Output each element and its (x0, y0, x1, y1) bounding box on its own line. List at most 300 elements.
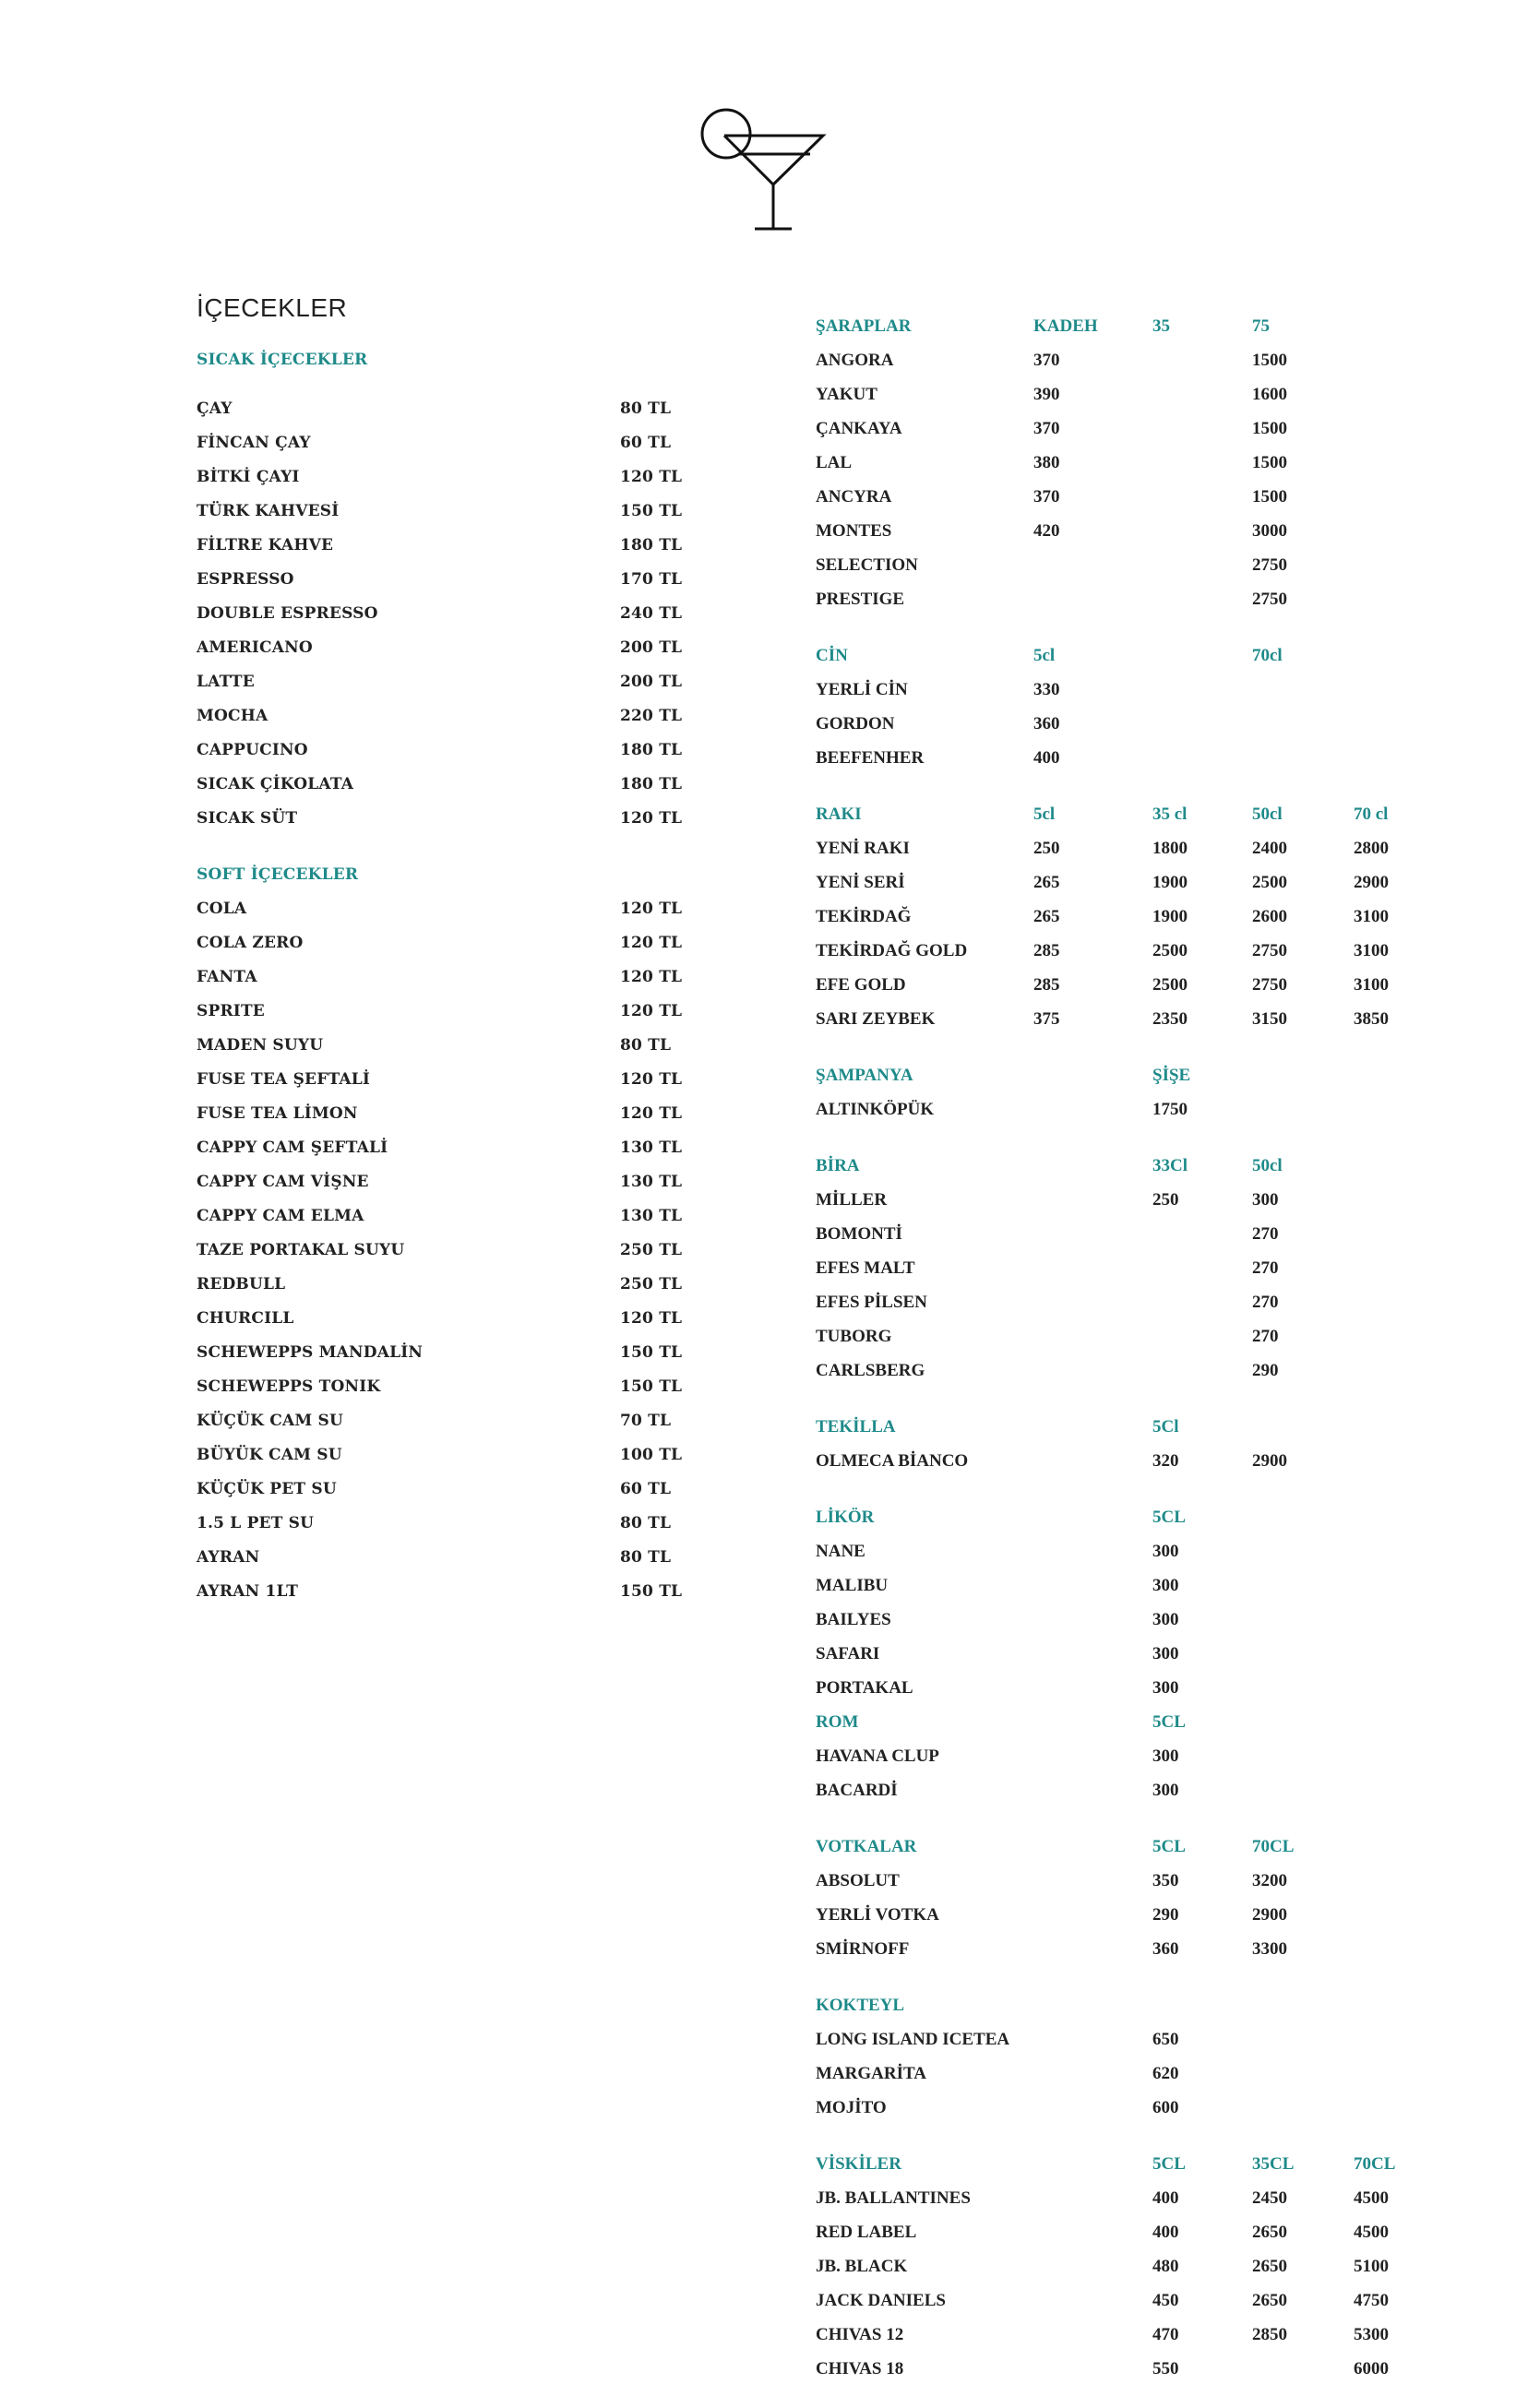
item-price: 130 TL (620, 1138, 683, 1157)
menu-item (197, 1370, 713, 1404)
section-title: RAKI (816, 805, 862, 824)
item-price: 400 (1152, 2223, 1179, 2242)
menu-item (197, 1507, 713, 1541)
menu-item (816, 2318, 1480, 2352)
menu-item (816, 548, 1480, 582)
item-price: 200 TL (620, 638, 683, 657)
menu-item (197, 597, 713, 631)
item-price: 200 TL (620, 673, 683, 691)
section-title: ŞAMPANYA (816, 1066, 913, 1085)
item-price: 1500 (1252, 453, 1287, 472)
item-price: 5100 (1354, 2257, 1389, 2276)
item-price: 3100 (1354, 975, 1389, 995)
menu-item (816, 1444, 1480, 1478)
item-price: 370 (1033, 419, 1060, 438)
item-price: 80 TL (620, 1036, 672, 1055)
item-name: ÇANKAYA (816, 419, 902, 438)
menu-item (197, 1575, 713, 1609)
item-name: SICAK ÇİKOLATA (197, 775, 354, 793)
menu-item (197, 1029, 713, 1063)
menu-item (197, 1199, 713, 1234)
menu-section (197, 858, 713, 1609)
menu-item (816, 673, 1480, 707)
menu-item (816, 1319, 1480, 1353)
item-price: 380 (1033, 453, 1060, 472)
item-name: ESPRESSO (197, 570, 294, 589)
item-price: 265 (1033, 907, 1060, 926)
item-name: MOCHA (197, 707, 269, 725)
item-name: CAPPY CAM ŞEFTALİ (197, 1138, 388, 1157)
item-price: 620 (1152, 2064, 1179, 2083)
menu-item (816, 411, 1480, 446)
item-price: 285 (1033, 941, 1060, 960)
item-name: FANTA (197, 968, 257, 986)
size-column-header: 75 (1252, 316, 1270, 336)
cocktail-glass-icon (687, 103, 835, 237)
menu-item (197, 960, 713, 995)
item-name: YENİ RAKI (816, 839, 910, 858)
item-price: 250 TL (620, 1241, 683, 1259)
item-price: 300 (1152, 1576, 1179, 1595)
menu-item (197, 563, 713, 597)
menu-item (816, 377, 1480, 411)
menu-item (197, 665, 713, 699)
menu-item (816, 2022, 1480, 2056)
item-name: SCHEWEPPS TONIK (197, 1377, 381, 1396)
menu-section (816, 638, 1480, 775)
item-name: LATTE (197, 673, 255, 691)
menu-item (197, 1234, 713, 1268)
menu-item (197, 631, 713, 665)
menu-section (816, 2147, 1480, 2386)
menu-item (816, 2249, 1480, 2283)
item-price: 1600 (1252, 385, 1287, 404)
menu-item (197, 926, 713, 960)
size-column-header: 33Cl (1152, 1156, 1188, 1175)
item-price: 80 TL (620, 399, 672, 418)
item-price: 285 (1033, 975, 1060, 995)
menu-item (816, 2215, 1480, 2249)
item-name: YERLİ VOTKA (816, 1905, 939, 1925)
menu-item (816, 741, 1480, 775)
item-name: SCHEWEPPS MANDALİN (197, 1343, 424, 1362)
item-name: COLA (197, 900, 247, 918)
item-name: CAPPUCINO (197, 741, 308, 759)
item-price: 1500 (1252, 487, 1287, 507)
menu-item (197, 1131, 713, 1165)
item-price: 3000 (1252, 521, 1287, 541)
item-price: 1800 (1152, 839, 1188, 858)
item-name: GORDON (816, 714, 895, 733)
menu-item (197, 495, 713, 529)
menu-item (816, 480, 1480, 514)
item-name: 1.5 L PET SU (197, 1514, 315, 1532)
item-name: JB. BLACK (816, 2257, 908, 2276)
section-header (816, 309, 1480, 343)
menu-item (197, 995, 713, 1029)
item-price: 70 TL (620, 1412, 672, 1430)
size-column-header: 5CL (1152, 2154, 1186, 2174)
menu-section (816, 797, 1480, 1036)
menu-item (816, 1285, 1480, 1319)
item-name: CAPPY CAM VİŞNE (197, 1173, 369, 1191)
item-price: 120 TL (620, 1002, 683, 1020)
item-price: 120 TL (620, 934, 683, 952)
section-header (816, 1988, 1480, 2022)
item-price: 1900 (1152, 873, 1188, 892)
size-column-header: 70CL (1354, 2154, 1396, 2174)
item-price: 120 TL (620, 1104, 683, 1123)
size-column-header: 35 (1152, 316, 1170, 336)
menu-item (197, 699, 713, 733)
item-price: 375 (1033, 1009, 1060, 1029)
item-price: 150 TL (620, 1582, 683, 1601)
item-name: BİTKİ ÇAYI (197, 468, 300, 486)
menu-item (816, 1568, 1480, 1603)
item-price: 3100 (1354, 941, 1389, 960)
section-title: ROM (816, 1712, 859, 1732)
item-price: 120 TL (620, 1070, 683, 1089)
item-price: 6000 (1354, 2359, 1389, 2378)
item-price: 300 (1152, 1610, 1179, 1629)
item-price: 4500 (1354, 2188, 1389, 2208)
item-name: MONTES (816, 521, 892, 541)
item-price: 120 TL (620, 1309, 683, 1328)
section-header (816, 1500, 1480, 1534)
section-title: KOKTEYL (816, 1996, 905, 2015)
item-price: 330 (1033, 680, 1060, 699)
section-title: TEKİLLA (816, 1417, 896, 1436)
item-price: 80 TL (620, 1548, 672, 1567)
item-price: 150 TL (620, 1377, 683, 1396)
item-price: 4500 (1354, 2223, 1389, 2242)
item-name: AYRAN 1LT (197, 1582, 299, 1601)
section-header (816, 1149, 1480, 1183)
item-price: 300 (1152, 1644, 1179, 1663)
item-price: 300 (1252, 1190, 1279, 1210)
item-name: BOMONTİ (816, 1224, 902, 1244)
menu-section (816, 309, 1480, 616)
item-name: TAZE PORTAKAL SUYU (197, 1241, 405, 1259)
menu-item (816, 1603, 1480, 1637)
menu-item (197, 1097, 713, 1131)
item-price: 3200 (1252, 1871, 1287, 1890)
section-header (816, 1830, 1480, 1864)
item-price: 2650 (1252, 2291, 1287, 2310)
section-title: ŞARAPLAR (816, 316, 912, 336)
item-price: 2750 (1252, 941, 1287, 960)
item-price: 390 (1033, 385, 1060, 404)
item-price: 180 TL (620, 536, 683, 554)
item-price: 4750 (1354, 2291, 1389, 2310)
section-header (816, 638, 1480, 673)
item-price: 2500 (1252, 873, 1287, 892)
item-price: 120 TL (620, 900, 683, 918)
item-name: TEKİRDAĞ (816, 907, 912, 926)
menu-item (816, 900, 1480, 934)
item-name: REDBULL (197, 1275, 286, 1293)
item-name: YAKUT (816, 385, 877, 404)
item-price: 270 (1252, 1258, 1279, 1278)
menu-item (816, 1353, 1480, 1388)
section-title: BİRA (816, 1156, 860, 1175)
item-price: 370 (1033, 351, 1060, 370)
item-price: 1900 (1152, 907, 1188, 926)
section-title: VOTKALAR (816, 1837, 917, 1856)
item-name: YENİ SERİ (816, 873, 905, 892)
item-price: 2750 (1252, 590, 1287, 609)
item-price: 2750 (1252, 975, 1287, 995)
item-price: 1500 (1252, 419, 1287, 438)
section-header (816, 1410, 1480, 1444)
menu-item (197, 1541, 713, 1575)
item-price: 60 TL (620, 1480, 672, 1498)
item-price: 120 TL (620, 468, 683, 486)
item-price: 350 (1152, 1871, 1179, 1890)
item-price: 420 (1033, 521, 1060, 541)
menu-item (816, 446, 1480, 480)
menu-item (816, 2283, 1480, 2318)
section-title: CİN (816, 646, 848, 665)
item-name: LAL (816, 453, 853, 472)
item-price: 270 (1252, 1327, 1279, 1346)
item-name: BAILYES (816, 1610, 891, 1629)
item-price: 100 TL (620, 1446, 683, 1464)
item-price: 3100 (1354, 907, 1389, 926)
item-price: 270 (1252, 1224, 1279, 1244)
item-price: 300 (1152, 1781, 1179, 1800)
menu-item (197, 426, 713, 460)
item-name: SARI ZEYBEK (816, 1009, 936, 1029)
menu-section (816, 1988, 1480, 2125)
menu-item (816, 2056, 1480, 2091)
item-price: 2400 (1252, 839, 1287, 858)
item-name: OLMECA BİANCO (816, 1451, 969, 1471)
menu-item (816, 582, 1480, 616)
menu-item (197, 892, 713, 926)
menu-section (816, 1500, 1480, 1705)
item-price: 2650 (1252, 2257, 1287, 2276)
item-name: CAPPY CAM ELMA (197, 1207, 364, 1225)
item-name: JACK DANIELS (816, 2291, 946, 2310)
item-name: AYRAN (197, 1548, 260, 1567)
item-name: MADEN SUYU (197, 1036, 324, 1055)
item-price: 150 TL (620, 502, 683, 520)
item-name: CHURCILL (197, 1309, 294, 1328)
menu-item (816, 2352, 1480, 2386)
page-title: İÇECEKLER (197, 293, 348, 322)
item-price: 2800 (1354, 839, 1389, 858)
item-name: TÜRK KAHVESİ (197, 502, 340, 520)
item-name: CARLSBERG (816, 1361, 925, 1380)
item-price: 80 TL (620, 1514, 672, 1532)
item-name: CHIVAS 12 (816, 2325, 904, 2344)
item-price: 5300 (1354, 2325, 1389, 2344)
menu-item (197, 1472, 713, 1507)
section-title: LİKÖR (816, 1508, 875, 1527)
section-header: SICAK İÇECEKLER (197, 351, 368, 369)
item-name: RED LABEL (816, 2223, 917, 2242)
menu-item (816, 1251, 1480, 1285)
item-price: 300 (1152, 1746, 1179, 1766)
item-price: 300 (1152, 1542, 1179, 1561)
section-header: SOFT İÇECEKLER (197, 865, 359, 884)
menu-item (197, 529, 713, 563)
size-column-header: 50cl (1252, 1156, 1283, 1175)
item-name: FUSE TEA LİMON (197, 1104, 358, 1123)
item-price: 3300 (1252, 1939, 1287, 1959)
menu-item (816, 1898, 1480, 1932)
item-name: TEKİRDAĞ GOLD (816, 941, 968, 960)
menu-section (816, 1410, 1480, 1478)
section-header (816, 2147, 1480, 2181)
size-column-header: 5CL (1152, 1508, 1186, 1527)
menu-item (816, 865, 1480, 900)
item-name: SPRITE (197, 1002, 265, 1020)
menu-item (816, 1002, 1480, 1036)
item-name: SELECTION (816, 555, 918, 575)
item-price: 60 TL (620, 434, 672, 452)
item-price: 3150 (1252, 1009, 1287, 1029)
menu-item (197, 802, 713, 836)
menu-item (197, 1165, 713, 1199)
item-price: 3850 (1354, 1009, 1389, 1029)
item-price: 2650 (1252, 2223, 1287, 2242)
menu-item (197, 460, 713, 495)
item-name: ABSOLUT (816, 1871, 900, 1890)
item-price: 400 (1152, 2188, 1179, 2208)
size-column-header: 35 cl (1152, 805, 1188, 824)
item-price: 270 (1252, 1293, 1279, 1312)
size-column-header: 5Cl (1152, 1417, 1179, 1436)
item-name: FİNCAN ÇAY (197, 434, 311, 452)
menu-item (816, 1671, 1480, 1705)
item-price: 120 TL (620, 809, 683, 828)
item-price: 320 (1152, 1451, 1179, 1471)
menu-item (816, 831, 1480, 865)
item-price: 600 (1152, 2098, 1179, 2117)
item-price: 370 (1033, 487, 1060, 507)
menu-item (197, 392, 713, 426)
item-name: MARGARİTA (816, 2064, 926, 2083)
menu-item (816, 1534, 1480, 1568)
section-header (816, 797, 1480, 831)
item-name: PRESTIGE (816, 590, 905, 609)
menu-item (197, 768, 713, 802)
menu-item (816, 514, 1480, 548)
item-price: 130 TL (620, 1207, 683, 1225)
item-price: 130 TL (620, 1173, 683, 1191)
item-name: JB. BALLANTINES (816, 2188, 971, 2208)
menu-section (197, 343, 713, 836)
section-header (816, 1058, 1480, 1092)
menu-section (816, 1058, 1480, 1127)
size-column-header: ŞİŞE (1152, 1066, 1191, 1085)
item-name: KÜÇÜK PET SU (197, 1480, 337, 1498)
item-name: YERLİ CİN (816, 680, 908, 699)
item-price: 250 (1152, 1190, 1179, 1210)
menu-item (816, 2181, 1480, 2215)
item-name: BACARDİ (816, 1781, 898, 1800)
item-price: 250 (1033, 839, 1060, 858)
item-price: 240 TL (620, 604, 683, 623)
item-name: AMERICANO (197, 638, 313, 657)
item-price: 1750 (1152, 1100, 1188, 1119)
size-column-header: 70cl (1252, 646, 1283, 665)
menu-section (816, 1149, 1480, 1388)
item-name: SMİRNOFF (816, 1939, 910, 1959)
item-name: TUBORG (816, 1327, 892, 1346)
menu-item (816, 1637, 1480, 1671)
item-price: 2450 (1252, 2188, 1287, 2208)
item-name: FİLTRE KAHVE (197, 536, 334, 554)
item-price: 2600 (1252, 907, 1287, 926)
item-price: 2900 (1252, 1451, 1287, 1471)
size-column-header: 5cl (1033, 646, 1056, 665)
menu-item (816, 1864, 1480, 1898)
menu-item (816, 1092, 1480, 1127)
item-price: 220 TL (620, 707, 683, 725)
item-name: EFES MALT (816, 1258, 915, 1278)
menu-item (197, 1268, 713, 1302)
item-price: 360 (1152, 1939, 1179, 1959)
menu-item (197, 1063, 713, 1097)
size-column-header: 70 cl (1354, 805, 1389, 824)
item-price: 290 (1252, 1361, 1279, 1380)
item-price: 360 (1033, 714, 1060, 733)
menu-item (816, 1773, 1480, 1807)
item-name: SICAK SÜT (197, 809, 298, 828)
item-name: SAFARI (816, 1644, 880, 1663)
item-name: ANGORA (816, 351, 894, 370)
item-name: LONG ISLAND ICETEA (816, 2030, 1010, 2049)
item-price: 300 (1152, 1678, 1179, 1698)
menu-item (816, 934, 1480, 968)
item-price: 550 (1152, 2359, 1179, 2378)
menu-item (197, 1336, 713, 1370)
menu-item (816, 1932, 1480, 1966)
item-price: 650 (1152, 2030, 1179, 2049)
item-price: 2350 (1152, 1009, 1188, 1029)
section-title: VİSKİLER (816, 2154, 901, 2174)
size-column-header: 5CL (1152, 1837, 1186, 1856)
item-price: 250 TL (620, 1275, 683, 1293)
size-column-header: 35CL (1252, 2154, 1295, 2174)
item-price: 470 (1152, 2325, 1179, 2344)
item-name: HAVANA CLUP (816, 1746, 939, 1766)
item-name: MOJİTO (816, 2098, 887, 2117)
item-price: 450 (1152, 2291, 1179, 2310)
item-name: DOUBLE ESPRESSO (197, 604, 378, 623)
item-name: FUSE TEA ŞEFTALİ (197, 1070, 371, 1089)
item-price: 170 TL (620, 570, 683, 589)
item-price: 2900 (1252, 1905, 1287, 1925)
menu-item (197, 733, 713, 768)
item-name: BÜYÜK CAM SU (197, 1446, 342, 1464)
item-price: 265 (1033, 873, 1060, 892)
item-price: 2900 (1354, 873, 1389, 892)
item-name: KÜÇÜK CAM SU (197, 1412, 344, 1430)
item-name: EFES PİLSEN (816, 1293, 927, 1312)
left-menu-column (197, 343, 713, 1631)
menu-section (816, 1830, 1480, 1966)
item-name: NANE (816, 1542, 865, 1561)
item-price: 400 (1033, 748, 1060, 768)
menu-item (816, 343, 1480, 377)
menu-item (197, 1302, 713, 1336)
item-name: ANCYRA (816, 487, 892, 507)
item-price: 2750 (1252, 555, 1287, 575)
